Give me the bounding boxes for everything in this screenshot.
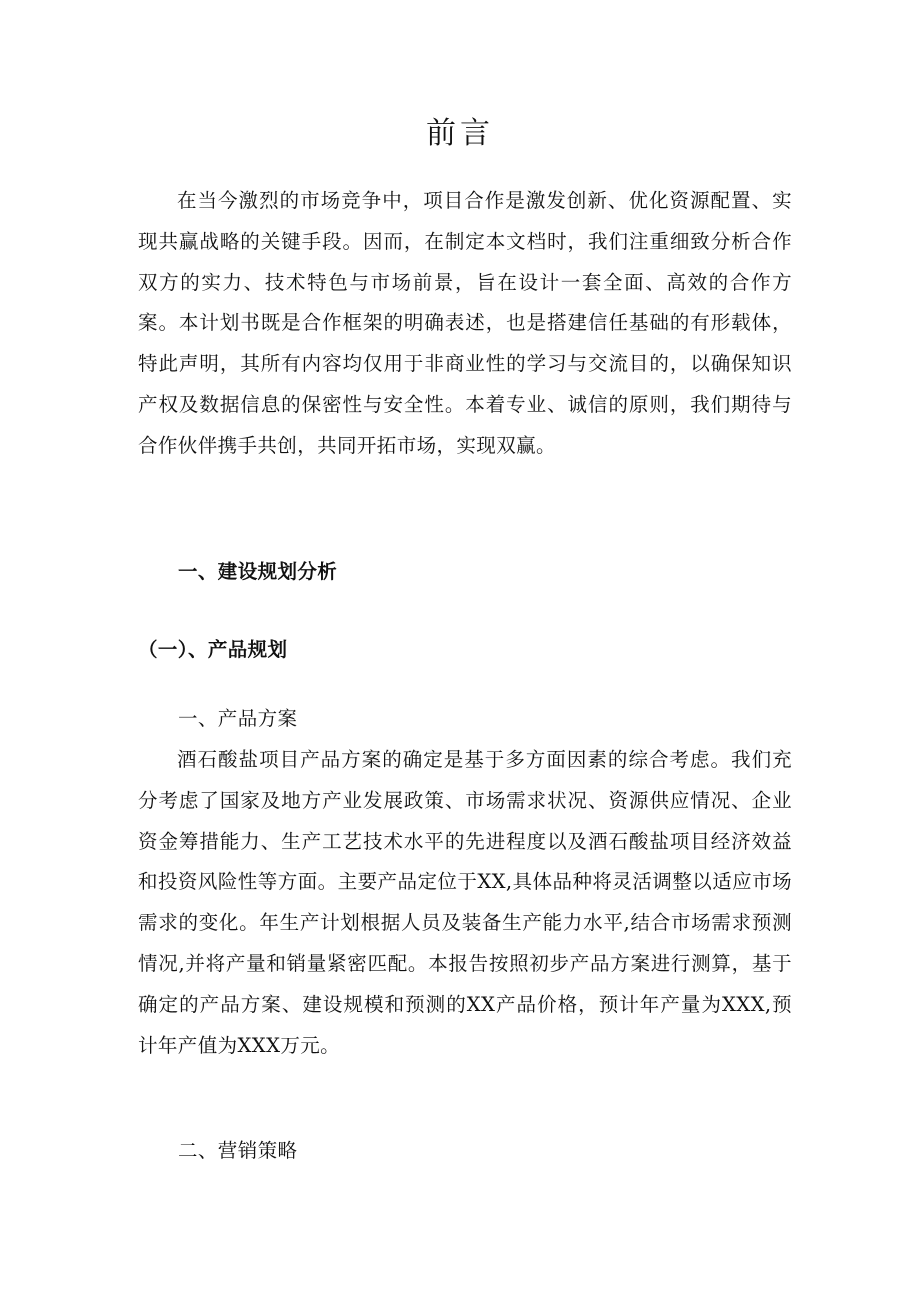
- item-heading-product-plan: 一、产品方案: [178, 707, 298, 730]
- item-heading-marketing: 二、营销策略: [178, 1139, 298, 1162]
- intro-paragraph: 在当今激烈的市场竞争中，项目合作是激发创新、优化资源配置、实现共赢战略的关键手段。因而，在制定本文档时，我们注重细致分析合作双方的实力、技术特色与市场前景，旨在设计一套全面、高效的合作方案。本计划书既是合作框架的明确表述，也是搭建信任基础的有形载体，特此声明，其所有内容均仅用于非商业性的学习与交流目的，以确保知识产权及数据信息的保密性与安全性。本着专业、诚信的原则，我们期待与合作伙伴携手共创，共同开拓市场，实现双赢。: [138, 189, 792, 457]
- section-heading: 一、建设规划分析: [178, 560, 338, 583]
- page-title: 前言: [426, 116, 494, 151]
- subsection-heading: （一）、产品规划: [138, 638, 288, 661]
- product-paragraph: 酒石酸盐项目产品方案的确定是基于多方面因素的综合考虑。我们充分考虑了国家及地方产业发展政策、市场需求状况、资源供应情况、企业资金筹措能力、生产工艺技术水平的先进程度以及酒石酸盐项目经济效益和投资风险性等方面。主要产品定位于XX,具体品种将灵活调整以适应市场需求的变化。年生产计划根据人员及装备生产能力水平,结合市场需求预测情况,并将产量和销量紧密匹配。本报告按照初步产品方案进行测算，基于确定的产品方案、建设规模和预测的XX产品价格，预计年产量为XXX,预计年产值为XXX万元。: [138, 748, 792, 1057]
